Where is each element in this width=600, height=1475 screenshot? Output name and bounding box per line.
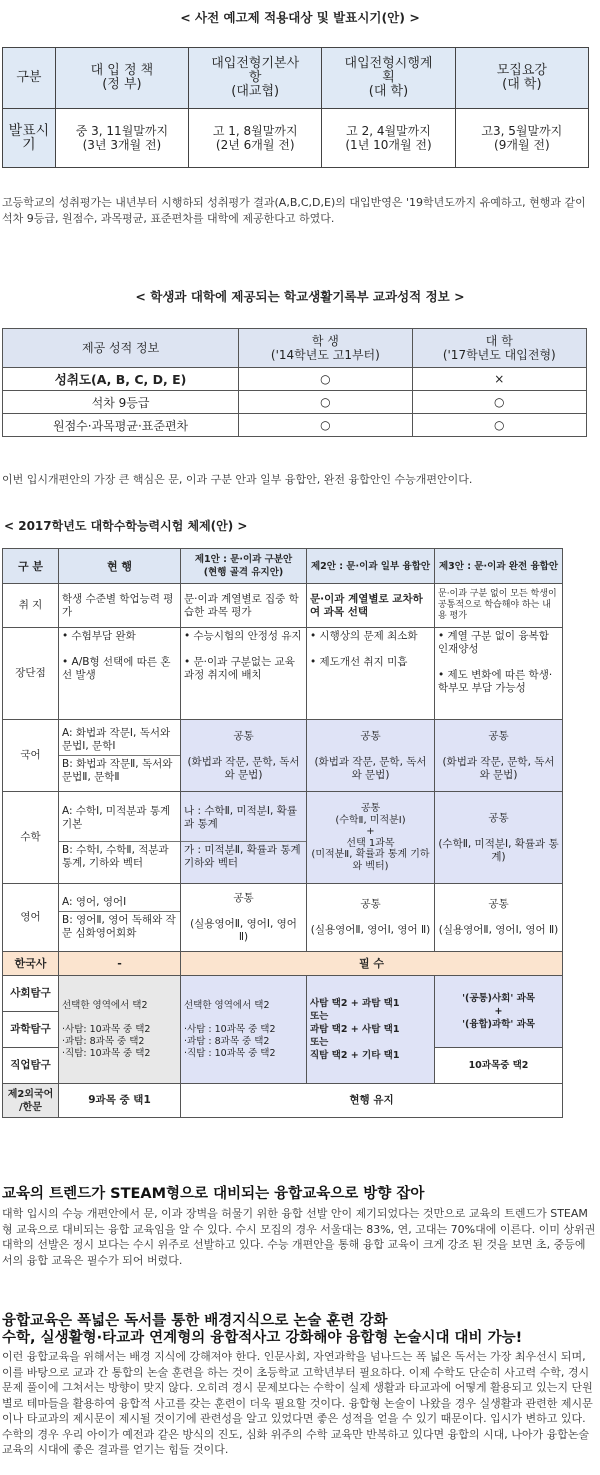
article2-body: 이런 융합교육을 위해서는 배경 지식에 강해져야 한다. 인문사회, 자연과학을 넘나드는 폭 넓은 독서는 가장 최우선시 되며, 이를 바탕으로 교과 간 통합의 논술 훈련을 하는 것이 초등학교 고학년부터 필요하다. 이제 수학도 단순히 사고력 수학, 경시문제 풀이에 그쳐서는 방향이 맞지 않다. 오히려 경시 문제보다는 수학이 실제 생활과 타교과에 어떻게 활용되고 있는지 단원별로 테마들을 활용하여 융합적 사고를 갖는 훈련이 더욱 필요할 것이다. 융합형 논술이 나왔을 경우 실생활과 관련한 제시문이나 타교과의 제시문이 제시될 것이기에 관련성을 알고 있었다면 좋은 성적을 얻을 수 있기 때문이다. 입시가 변하고 있다. 수학의 경우 우리 아이가 예전과 같은 방식의 진도, 심화 위주의 수학 교육만 반복하고 있다면 융합의 시대, 나아가 융합논술 교육의 시대에 좋은 결과를 얻기는 힘들 것이다.	[2, 1350, 593, 1456]
col-header: 대 학 ('17학년도 대입전형)	[412, 329, 586, 368]
table-row: 원점수·과목평균·표준편차 ○ ○	[3, 414, 587, 437]
section1-paragraph: 고등학교의 성취평가는 내년부터 시행하되 성취평가 결과(A,B,C,D,E)의 대입반영은 '19학년도까지 유예하고, 현행과 같이 석차 9등급, 원점수, 과목평균, 표준편차를 대학에 제공한다고 하였다.	[2, 196, 586, 225]
row-header-cell: 구분	[3, 48, 56, 109]
col-header: 대입전형시행계 획 (대 학)	[322, 48, 455, 109]
csat-system-table: 구 분 현 행 제1안 : 문·이과 구분안 (현행 골격 유지안) 제2안 : 문·이과 일부 융합안 제3안 : 문·이과 완전 융합안 취 지 학생 수준별 학업능력 평가 문·이과 계열별로 집중 학습한 과목 평가 문·이과 계열별로 교차하여 과목 선택 문·이과 구분 없이 모든 학생이 공통적으로 학습해야 하는 내용 평가 장단점 • 수험부담 완화 • A/B형 선택에 따른 혼선 발생 • 수능시험의 안정성 유지 • 문·이과 구분없는 교육과정 취지에 배치 • 시행상의 문제 최소화 • 제도개선 취지 미흡 • 계열 구분 없이 융복합 인재양성 • 제도 변화에 따른 학생·학부모 부담 가능성 국어 A: 화법과 작문Ⅰ, 독서와 문법Ⅰ, 문학Ⅰ B: 화법과 작문Ⅱ, 독서와 문법Ⅱ, 문학Ⅱ 공통 (화법과 작문, 문학, 독서와 문법) 공통 (화법과 작문, 문학, 독서와 문법) 공통 (화법과 작문, 문학, 독서와 문법) 수학 A: 수학Ⅰ, 미적분과 통계 기본 B: 수학Ⅰ, 수학Ⅱ, 적분과 통계, 기하와 벡터 나 : 수학Ⅱ, 미적분Ⅰ, 확률과 통계 가 : 미적분Ⅱ, 확률과 통계 기하와 벡터 공통 (수학Ⅱ, 미적분Ⅰ) + 선택 1과목 (미적분Ⅱ, 확률과 통계 기하와 벡터) 공통 (수학Ⅱ, 미적분Ⅰ, 확률과 통계) 영어 A: 영어, 영어Ⅰ B: 영어Ⅱ, 영어 독해와 작문 심화영어회화 공통 (실용영어Ⅱ, 영어Ⅰ, 영어 Ⅱ) 공통 (실용영어Ⅱ, 영어Ⅰ, 영어 Ⅱ) 공통 (실용영어Ⅱ, 영어Ⅰ, 영어 Ⅱ) 한국사 - 필 수 사회탐구 선택한 영역에서 택2 ·사탐: 10과목 중 택2 ·과탐: 8과목 중 택2 ·직탐: 10과목 중 택2 선택한 영역에서 택2 ·사탐 : 10과목 중 택2 ·과탐 : 8과목 중 택2 ·직탐 : 10과목 중 택2 사탐 택2 + 과탐 택1 또는 과탐 택2 + 사탐 택1 또는 직탐 택2 + 기타 택1 '(공통)사회' 과목 + '(융합)과학' 과목 과학탐구 직업탐구 10과목중 택2 제2외국어 /한문 9과목 중 택1 현행 유지	[2, 548, 563, 1118]
section1-title: < 사전 예고제 적용대상 및 발표시기(안) >	[180, 10, 420, 25]
col-header: 모집요강 (대 학)	[455, 48, 588, 109]
schedule-cell: 고 2, 4월말까지 (1년 10개월 전)	[322, 109, 455, 168]
announcement-schedule-table	[2, 47, 589, 168]
article2-heading1: 융합교육은 폭넓은 독서를 통한 배경지식으로 논술 훈련 강화	[2, 1313, 388, 1329]
schedule-cell: 중 3, 11월말까지 (3년 3개월 전)	[55, 109, 188, 168]
table-row: 석차 9등급 ○ ○	[3, 391, 587, 414]
table-row: 성취도(A, B, C, D, E) ○ ×	[3, 368, 587, 391]
section2-paragraph: 이번 입시개편안의 가장 큰 핵심은 문, 이과 구분 안과 일부 융합안, 완전 융합안인 수능개편안이다.	[2, 473, 473, 486]
row-label: 발표시 기	[3, 109, 56, 168]
article2-heading2: 수학, 실생활형·타교과 연계형의 융합적사고 강화해야 융합형 논술시대 대비 가능!	[2, 1330, 523, 1346]
col-header: 대 입 정 책 (정 부)	[55, 48, 188, 109]
section3-title: < 2017학년도 대학수학능력시험 체제(안) >	[4, 519, 248, 533]
schedule-cell: 고 1, 8월말까지 (2년 6개월 전)	[189, 109, 322, 168]
schedule-cell: 고3, 5월말까지 (9개월 전)	[455, 109, 588, 168]
col-header: 대입전형기본사 항 (대교협)	[189, 48, 322, 109]
article1-heading: 교육의 트렌드가 STEAM형으로 대비되는 융합교육으로 방향 잡아	[2, 1186, 425, 1202]
col-header: 학 생 ('14학년도 고1부터)	[239, 329, 412, 368]
section2-title: < 학생과 대학에 제공되는 학교생활기록부 교과성적 정보 >	[135, 289, 465, 304]
col-header: 제공 성적 정보	[3, 329, 239, 368]
grade-info-table	[2, 328, 587, 437]
article1-body: 대학 입시의 수능 개편안에서 문, 이과 장벽을 허물기 위한 융합 선발 안이 제기되었다는 것만으로 교육의 트렌드가 STEAM형 교육으로 대비되는 융합 교육임을 알 수 있다. 수시 모집의 경우 서울대는 83%, 연, 고대는 70%대에 이른다. 이미 상위권 대학의 선발은 정시 보다는 수시 위주로 선발하고 있다. 수능 개편안을 통해 융합 교육이 크게 강조 된 것을 보면 초, 중등에서의 융합 교육은 필수가 되어 버렸다.	[2, 1207, 596, 1267]
